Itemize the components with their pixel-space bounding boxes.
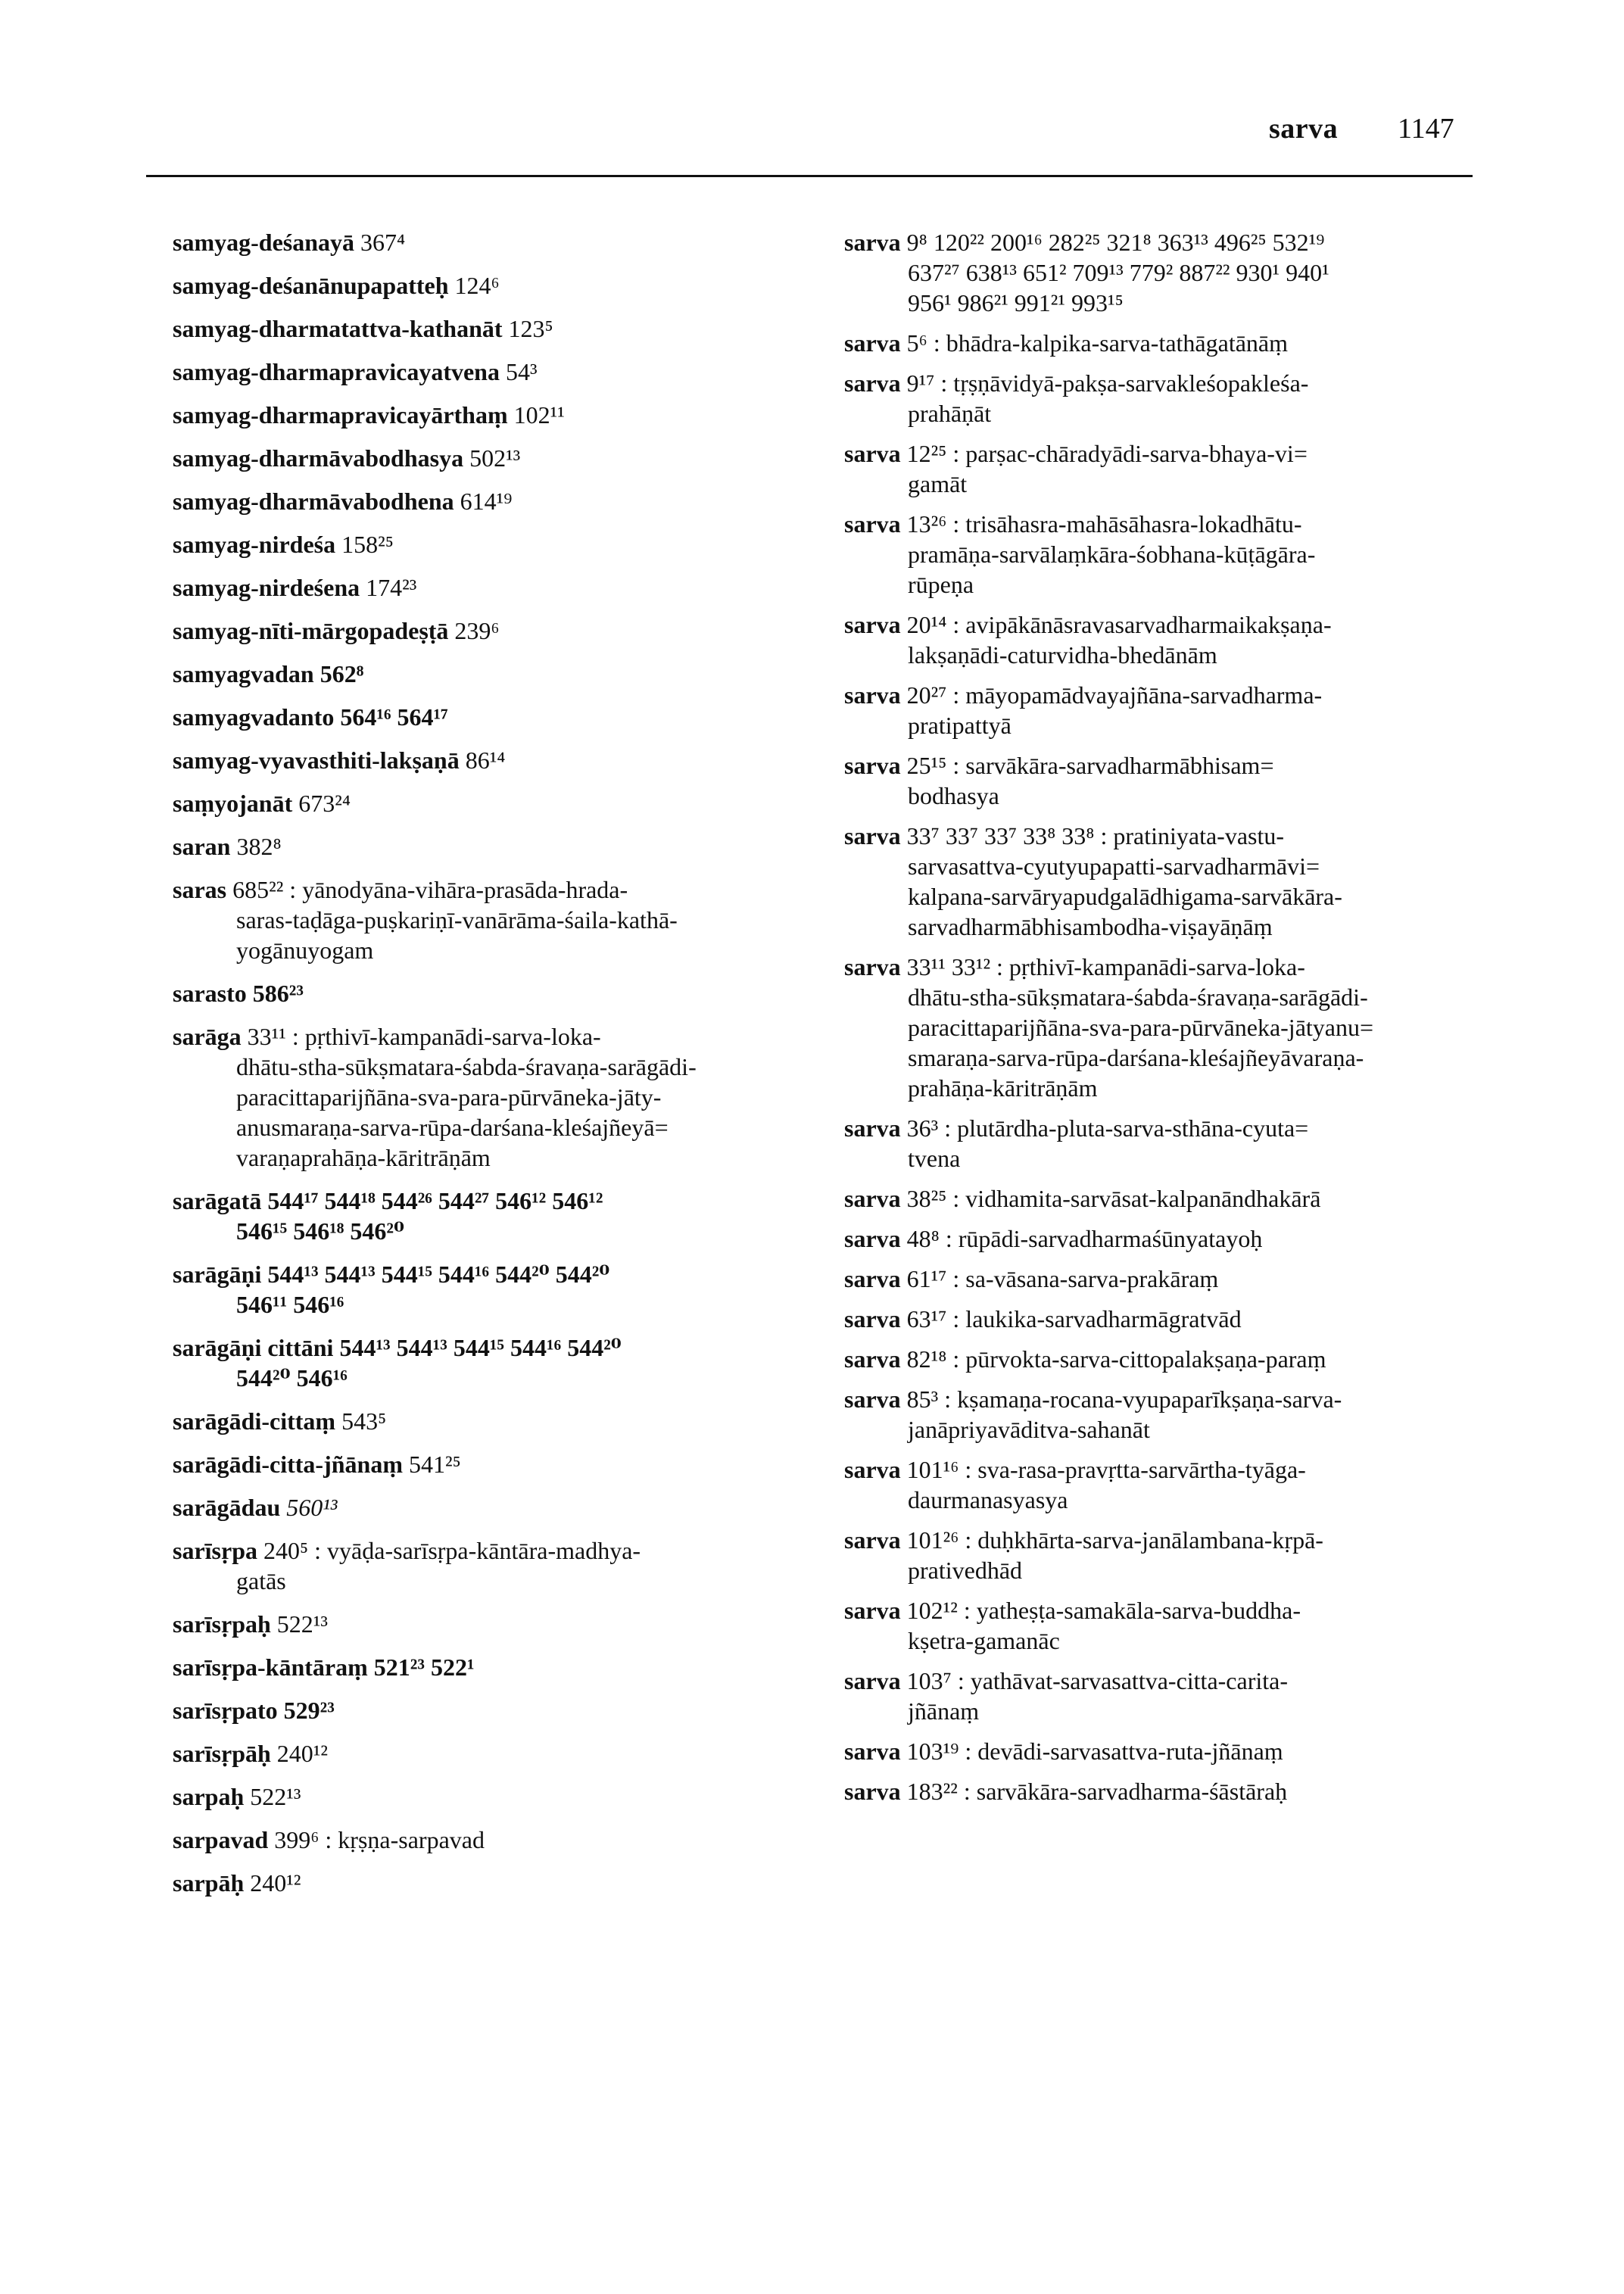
entry-headword: sarva [844,953,901,980]
entry-first-line [173,1449,816,1479]
entry-headword: sarva [844,1778,901,1805]
index-entry [173,1825,816,1855]
entry-references: 502¹³ [469,444,521,472]
entry-headword: sarāga [173,1023,242,1050]
index-entry [844,1344,1495,1374]
entry-continuation-line: sarvadharmābhisambodha-viṣayāṇāṃ [908,913,1273,940]
entry-headword: sarva [844,752,901,779]
entry-headword: sarva [844,510,901,538]
entry-headword: sarva [844,1305,901,1332]
index-entry [844,1223,1495,1254]
entry-continuation-line: varaṇaprahāṇa-kāritrāṇām [236,1144,491,1171]
entry-continuation-line: 546¹¹ 546¹⁶ [236,1291,344,1318]
entry-headword: sarīsṛpato [173,1697,278,1724]
index-entry [173,400,816,430]
index-entry [173,659,816,689]
running-head: sarva [1269,113,1339,145]
index-entry [844,1113,1495,1173]
entry-continuation-line: dhātu-stha-sūkṣmatara-śabda-śravaṇa-sarāgādi- [908,983,1368,1011]
entry-first-line [173,313,816,344]
page-number: 1147 [1398,113,1454,145]
entry-continuation-line: prahāṇāt [908,400,992,427]
index-entry [173,270,816,301]
entry-references: 183²² : sarvākāra-sarvadharma-śāstāraḥ [906,1778,1288,1805]
entry-headword: sarva [844,1265,901,1292]
index-entry [173,1695,816,1725]
entry-headword: sarva [844,369,901,397]
entry-headword: sarva [844,1385,901,1413]
entry-headword: sarva [844,1738,901,1765]
index-entry [844,509,1495,600]
entry-first-line [173,1259,816,1289]
entry-headword: sarpāḥ [173,1869,245,1897]
entry-headword: samyag-vyavasthiti-lakṣaṇā [173,746,460,774]
entry-continuation-line: 546¹⁵ 546¹⁸ 546²⁰ [236,1217,404,1245]
right-index-column [844,227,1495,1816]
entry-headword: samyag-dharmatattva-kathanāt [173,315,503,342]
entry-continuation-line: kṣetra-gamanāc [908,1627,1060,1654]
index-entry [173,1738,816,1769]
entry-references: 560¹³ [286,1494,338,1521]
entry-first-line [844,227,1495,257]
entry-headword: sarīsṛpāḥ [173,1740,271,1767]
entry-references: 123⁵ [508,315,553,342]
entry-references: 101²⁶ : duḥkhārta-sarva-janālambana-kṛpā- [906,1526,1323,1554]
entry-first-line [173,788,816,818]
entry-first-line [173,659,816,689]
entry-continuation-line: gamāt [908,470,968,497]
index-entry [173,874,816,965]
entry-headword: sarāgāṇi cittāni [173,1334,334,1361]
entry-references: 564¹⁶ 564¹⁷ [340,703,448,731]
page-header [0,0,1624,189]
entry-references: 174²³ [366,574,417,601]
entry-headword: sarpaḥ [173,1783,245,1810]
entry-first-line [173,270,816,301]
entry-first-line [844,509,1495,539]
entry-references: 382⁸ [236,833,282,860]
entry-first-line [844,952,1495,982]
entry-continuation-line: anusmaraṇa-sarva-rūpa-darśana-kleśajñeyā= [236,1114,669,1141]
entry-references: 103¹⁹ : devādi-sarvasattva-ruta-jñānaṃ [906,1738,1283,1765]
entry-first-line [173,529,816,559]
entry-first-line [173,1738,816,1769]
entry-first-line [173,1406,816,1436]
index-entry [173,1652,816,1682]
entry-continuation-line: paracittaparijñāna-sva-para-pūrvāneka-jāty- [236,1083,662,1111]
entry-continuation-line: 544²⁰ 546¹⁶ [236,1364,348,1392]
entry-references: 61¹⁷ : sa-vāsana-sarva-prakāraṃ [906,1265,1219,1292]
entry-references: 5⁶ : bhādra-kalpika-sarva-tathāgatānāṃ [906,329,1289,357]
entry-headword: sarāgāṇi [173,1261,262,1288]
entry-headword: sarva [844,1225,901,1252]
entry-references: 240¹² [276,1740,328,1767]
entry-headword: sarāgatā [173,1187,262,1214]
entry-first-line [173,572,816,603]
entry-headword: samyag-deśanānupapatteḥ [173,272,449,299]
index-entry [844,1304,1495,1334]
entry-first-line [173,874,816,905]
index-entry [173,529,816,559]
entry-references: 614¹⁹ [460,488,513,515]
entry-first-line [844,1304,1495,1334]
entry-continuation-line: 637²⁷ 638¹³ 651² 709¹³ 779² 887²² 930¹ 940¹ [908,259,1329,286]
index-entry [844,227,1495,318]
entry-first-line [173,357,816,387]
entry-references: 20¹⁴ : avipākānāsravasarvadharmaikakṣaṇa- [906,611,1332,638]
index-entry [844,680,1495,740]
entry-headword: sarpavad [173,1826,269,1853]
entry-headword: sarva [844,1185,901,1212]
entry-headword: sarva [844,1526,901,1554]
entry-references: 33¹¹ 33¹² : pṛthivī-kampanādi-sarva-loka- [906,953,1305,980]
index-entry [173,227,816,257]
entry-headword: sarva [844,822,901,849]
entry-headword: samyag-nirdeśena [173,574,360,601]
entry-continuation-line: jñānaṃ [908,1697,980,1725]
entry-headword: sarva [844,229,901,256]
index-entry [844,1525,1495,1585]
entry-references: 9¹⁷ : tṛṣṇāvidyā-pakṣa-sarvakleśopakleśa- [906,369,1309,397]
index-entry [844,1776,1495,1806]
index-entry [173,313,816,344]
entry-first-line [173,400,816,430]
index-entry [173,1492,816,1523]
index-entry [173,572,816,603]
entry-references: 240⁵ : vyāḍa-sarīsṛpa-kāntāra-madhya- [263,1537,641,1564]
entry-first-line [173,1609,816,1639]
entry-references: 541²⁵ [408,1451,461,1478]
entry-continuation-line: pramāṇa-sarvālaṃkāra-śobhana-kūṭāgāra- [908,541,1316,568]
entry-first-line [173,1825,816,1855]
entry-headword: sarasto [173,980,247,1007]
entry-references: 85³ : kṣamaṇa-rocana-vyupaparīkṣaṇa-sarva- [906,1385,1342,1413]
index-entry [173,1449,816,1479]
index-entry [173,1332,816,1393]
index-entry [844,1264,1495,1294]
index-entry [844,368,1495,429]
entry-first-line [844,1223,1495,1254]
entry-references: 13²⁶ : trisāhasra-mahāsāhasra-lokadhātu- [906,510,1302,538]
entry-first-line [844,821,1495,851]
index-entry [173,745,816,775]
entry-continuation-line: 956¹ 986²¹ 991²¹ 993¹⁵ [908,289,1124,316]
entry-continuation-line: gatās [236,1567,286,1594]
entry-references: 544¹³ 544¹³ 544¹⁵ 544¹⁶ 544²⁰ [339,1334,622,1361]
entry-first-line [844,1454,1495,1485]
entry-continuation-line: dhātu-stha-sūkṣmatara-śabda-śravaṇa-sarāgādi- [236,1053,697,1080]
entry-references: 48⁸ : rūpādi-sarvadharmaśūnyatayoḥ [906,1225,1263,1252]
index-entry [173,357,816,387]
index-entry [173,788,816,818]
entry-first-line [844,750,1495,781]
entry-headword: samyag-deśanayā [173,229,355,256]
entry-references: 36³ : plutārdha-pluta-sarva-sthāna-cyuta= [906,1114,1309,1142]
entry-references: 522¹³ [276,1610,328,1638]
entry-continuation-line: lakṣaṇādi-caturvidha-bhedānām [908,641,1217,669]
entry-first-line [844,438,1495,469]
entry-references: 544¹³ 544¹³ 544¹⁵ 544¹⁶ 544²⁰ 544²⁰ [267,1261,610,1288]
entry-headword: sarva [844,440,901,467]
entry-headword: sarva [844,611,901,638]
entry-headword: sarīsṛpaḥ [173,1610,271,1638]
entry-continuation-line: bodhasya [908,782,999,809]
entry-first-line [173,831,816,862]
index-entry [173,1259,816,1320]
entry-references: 399⁶ : kṛṣṇa-sarpavad [274,1826,485,1853]
header-rule [146,175,1473,177]
entry-headword: samyag-dharmāvabodhena [173,488,454,515]
entry-first-line [844,1736,1495,1766]
entry-first-line [844,1384,1495,1414]
entry-continuation-line: yogānuyogam [236,937,374,964]
entry-headword: sarva [844,1597,901,1624]
entry-first-line [173,745,816,775]
entry-first-line [173,1021,816,1052]
entry-first-line [173,1186,816,1216]
index-entry [844,1454,1495,1515]
entry-references: 367⁴ [360,229,406,256]
entry-continuation-line: tvena [908,1145,961,1172]
entry-headword: sarāgādau [173,1494,281,1521]
index-entry [844,1736,1495,1766]
index-entry [844,1183,1495,1214]
entry-first-line [173,486,816,516]
entry-references: 521²³ 522¹ [373,1653,475,1681]
entry-references: 102¹¹ [513,401,565,429]
entry-references: 86¹⁴ [465,746,506,774]
index-entry [173,1186,816,1246]
entry-references: 101¹⁶ : sva-rasa-pravṛtta-sarvārtha-tyāga- [906,1456,1306,1483]
index-entry [173,978,816,1008]
entry-references: 240¹² [250,1869,301,1897]
entry-first-line [844,1113,1495,1143]
entry-first-line [173,616,816,646]
entry-first-line [844,1595,1495,1625]
entry-headword: samyag-dharmapravicayatvena [173,358,500,385]
entry-headword: samyag-dharmapravicayārthaṃ [173,401,508,429]
entry-headword: saran [173,833,231,860]
index-entry [844,609,1495,670]
index-entry [173,486,816,516]
entry-first-line [173,1652,816,1682]
entry-first-line [844,1525,1495,1555]
entry-continuation-line: sarvasattva-cyutyupapatti-sarvadharmāvi= [908,852,1320,880]
entry-headword: saras [173,876,227,903]
entry-headword: sarva [844,681,901,709]
entry-references: 25¹⁵ : sarvākāra-sarvadharmābhisam= [906,752,1274,779]
entry-continuation-line: paracittaparijñāna-sva-para-pūrvāneka-jātyanu= [908,1014,1374,1041]
entry-headword: samyag-nīti-mārgopadeṣṭā [173,617,449,644]
index-entry [173,443,816,473]
index-entry [173,1406,816,1436]
entry-first-line [173,1492,816,1523]
entry-first-line [844,609,1495,640]
entry-headword: sarīsṛpa [173,1537,257,1564]
entry-references: 522¹³ [250,1783,301,1810]
entry-references: 82¹⁸ : pūrvokta-sarva-cittopalakṣaṇa-paraṃ [906,1345,1326,1373]
entry-headword: sarva [844,1667,901,1694]
index-entry [844,1666,1495,1726]
entry-references: 102¹² : yatheṣṭa-samakāla-sarva-buddha- [906,1597,1301,1624]
entry-first-line [173,978,816,1008]
index-entry [844,821,1495,942]
index-entry [173,616,816,646]
entry-first-line [844,1183,1495,1214]
entry-continuation-line: saras-taḍāga-puṣkariṇī-vanārāma-śaila-kathā- [236,906,678,933]
entry-headword: samyag-nirdeśa [173,531,336,558]
index-entry [844,328,1495,358]
entry-headword: sarīsṛpa-kāntāraṃ [173,1653,368,1681]
entry-references: 124⁶ [454,272,500,299]
entry-first-line [844,1264,1495,1294]
entry-headword: sarāgādi-cittaṃ [173,1407,336,1435]
entry-headword: samyag-dharmāvabodhasya [173,444,464,472]
index-entry [173,1535,816,1596]
entry-references: 562⁸ [320,660,364,687]
entry-first-line [844,328,1495,358]
index-entry [844,952,1495,1103]
index-entry [844,1384,1495,1445]
index-entry [844,750,1495,811]
entry-continuation-line: rūpeṇa [908,571,974,598]
index-entry [173,1021,816,1173]
entry-references: 20²⁷ : māyopamādvayajñāna-sarvadharma- [906,681,1323,709]
entry-continuation-line: daurmanasyasya [908,1486,1068,1513]
entry-references: 63¹⁷ : laukika-sarvadharmāgratvād [906,1305,1242,1332]
entry-first-line [173,443,816,473]
entry-references: 673²⁴ [298,790,351,817]
entry-first-line [173,1695,816,1725]
entry-continuation-line: smaraṇa-sarva-rūpa-darśana-kleśajñeyāvaraṇa- [908,1044,1364,1071]
entry-references: 239⁶ [454,617,500,644]
index-entry [173,702,816,732]
entry-first-line [844,1344,1495,1374]
entry-first-line [173,1781,816,1812]
entry-references: 529²³ [283,1697,335,1724]
index-entry [844,438,1495,499]
entry-continuation-line: pratipattyā [908,712,1011,739]
entry-references: 9⁸ 120²² 200¹⁶ 282²⁵ 321⁸ 363¹³ 496²⁵ 532¹⁹ [906,229,1325,256]
entry-headword: samyagvadan [173,660,314,687]
entry-headword: sarva [844,329,901,357]
entry-references: 544¹⁷ 544¹⁸ 544²⁶ 544²⁷ 546¹² 546¹² [267,1187,603,1214]
entry-continuation-line: kalpana-sarvāryapudgalādhigama-sarvākāra- [908,883,1342,910]
entry-first-line [173,1332,816,1363]
entry-first-line [173,1868,816,1898]
entry-first-line [844,1776,1495,1806]
left-index-column [173,227,816,1911]
entry-first-line [173,1535,816,1566]
entry-first-line [173,227,816,257]
entry-continuation-line: prativedhād [908,1557,1023,1584]
entry-first-line [173,702,816,732]
entry-headword: saṃyojanāt [173,790,293,817]
entry-headword: sarāgādi-citta-jñānaṃ [173,1451,403,1478]
entry-references: 38²⁵ : vidhamita-sarvāsat-kalpanāndhakārā [906,1185,1321,1212]
entry-references: 586²³ [252,980,304,1007]
entry-references: 103⁷ : yathāvat-sarvasattva-citta-carita- [906,1667,1288,1694]
entry-references: 33¹¹ : pṛthivī-kampanādi-sarva-loka- [247,1023,601,1050]
entry-headword: sarva [844,1456,901,1483]
index-entry [173,1868,816,1898]
entry-headword: sarva [844,1345,901,1373]
entry-headword: sarva [844,1114,901,1142]
entry-references: 543⁵ [341,1407,387,1435]
entry-first-line [844,1666,1495,1696]
index-entry [173,831,816,862]
entry-references: 33⁷ 33⁷ 33⁷ 33⁸ 33⁸ : pratiniyata-vastu- [906,822,1285,849]
entry-headword: samyagvadanto [173,703,335,731]
entry-references: 12²⁵ : parṣac-chāradyādi-sarva-bhaya-vi= [906,440,1308,467]
entry-references: 54³ [505,358,538,385]
entry-first-line [844,368,1495,398]
entry-references: 685²² : yānodyāna-vihāra-prasāda-hrada- [232,876,628,903]
entry-continuation-line: prahāṇa-kāritrāṇām [908,1074,1098,1102]
index-entry [173,1781,816,1812]
entry-first-line [844,680,1495,710]
index-entry [173,1609,816,1639]
entry-references: 158²⁵ [341,531,394,558]
entry-continuation-line: janāpriyavāditva-sahanāt [908,1416,1150,1443]
index-entry [844,1595,1495,1656]
